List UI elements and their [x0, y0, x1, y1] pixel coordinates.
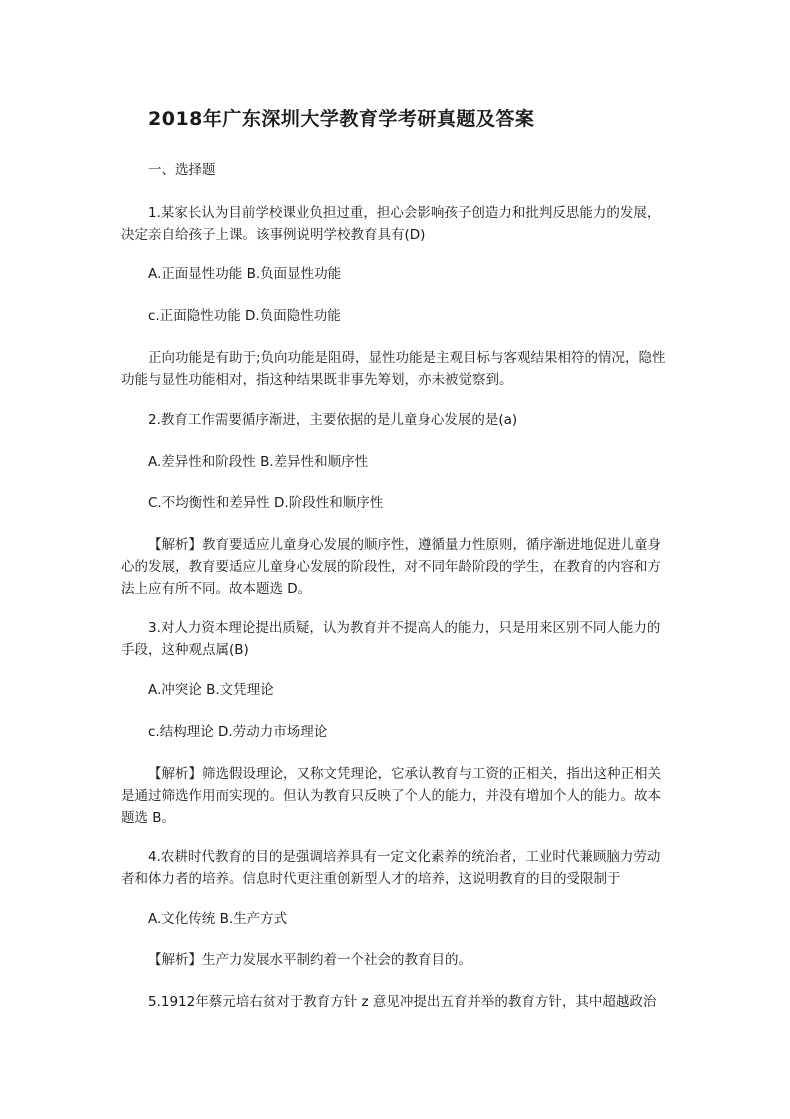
question-1: 1.某家长认为目前学校课业负担过重，担心会影响孩子创造力和批判反思能力的发展，决定亲自给孩子上课。该事例说明学校教育具有(D) [121, 205, 661, 243]
question-3-options-cd: c.结构理论 D.劳动力市场理论 [148, 724, 328, 740]
question-3-options-ab: A.冲突论 B.文凭理论 [148, 682, 274, 698]
question-3-explanation: 【解析】筛选假设理论，又称文凭理论，它承认教育与工资的正相关，指出这种正相关是通过筛选作用而实现的。但认为教育只反映了个人的能力，并没有增加个人的能力。故本题选 B。 [121, 766, 661, 826]
question-4-explanation: 【解析】生产力发展水平制约着一个社会的教育目的。 [148, 952, 472, 968]
question-4-options-ab: A.文化传统 B.生产方式 [148, 911, 288, 927]
question-2: 2.教育工作需要循序渐进，主要依据的是儿童身心发展的是(a) [148, 412, 518, 428]
question-5: 5.1912年蔡元培右贫对于教育方针 z 意见冲提出五育并举的教育方针，其中超越政治 [148, 994, 657, 1010]
page-title: 2018年广东深圳大学教育学考研真题及答案 [148, 108, 535, 130]
question-2-options-ab: A.差异性和阶段性 B.差异性和顺序性 [148, 454, 369, 470]
question-4: 4.农耕时代教育的目的是强调培养具有一定文化素养的统治者，工业时代兼顾脑力劳动者和体力者的培养。信息时代更注重创新型人才的培养，这说明教育的目的受限制于 [121, 849, 661, 887]
question-1-options-cd: c.正面隐性功能 D.负面隐性功能 [148, 308, 341, 324]
question-2-explanation: 【解析】教育要适应儿童身心发展的顺序性，遵循量力性原则，循序渐进地促进儿童身心的发展，教育要适应儿童身心发展的阶段性，对不同年龄阶段的学生，在教育的内容和方法上应有所不同。故本题选 D。 [121, 537, 661, 597]
question-3: 3.对人力资本理论提出质疑，认为教育并不提高人的能力，只是用来区别不同人能力的手段，这种观点属(B) [121, 620, 661, 658]
question-1-explanation: 正向功能是有助于;负向功能是阻碍，显性功能是主观目标与客观结果相符的情况，隐性功能与显性功能相对，指这种结果既非事先筹划，亦未被觉察到。 [121, 350, 666, 388]
question-1-options-ab: A.正面显性功能 B.负面显性功能 [148, 266, 342, 282]
section-heading: 一、选择题 [148, 162, 216, 178]
question-2-options-cd: C.不均衡性和差异性 D.阶段性和顺序性 [148, 495, 384, 511]
